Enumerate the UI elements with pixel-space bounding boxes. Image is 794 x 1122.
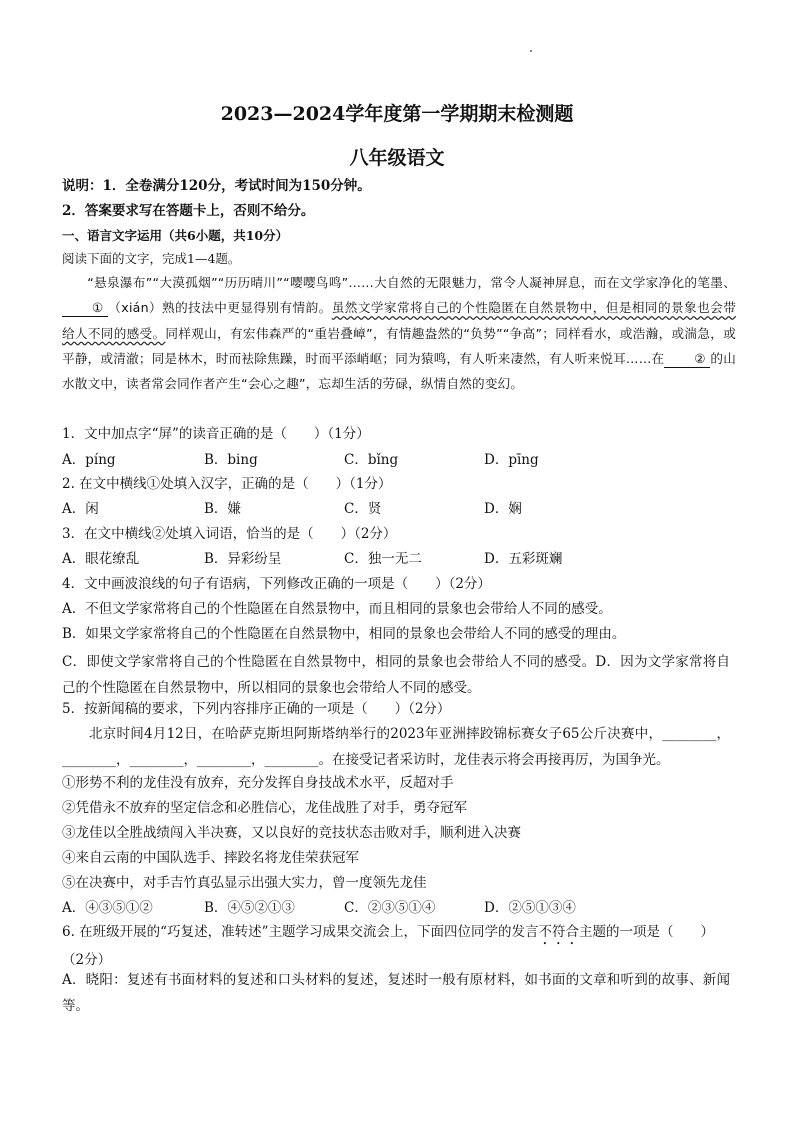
q6-option-a: A．晓阳：复述有书面材料的复述和口头材料的复述，复述时一般有原材料，如书面的文章和听到的故事、新闻等。 <box>62 972 730 1014</box>
passage-part-c: 同样观山，有宏伟森严的“重岩叠嶂”，有情趣盎然的“负势”“争高”；同样看水，或浩瀚，或湍急，或平静，或清澈；同是林木，时而袪除焦躁，时而平添峭岖；同为猿鸣，有人听来凄然，有人听来悦耳……在 <box>62 325 736 366</box>
passage-part-b: （xián）熟的技法中更显得别有情韵。 <box>108 300 332 316</box>
q1-option-c: C．bǐng <box>344 452 399 468</box>
q1-option-a: A．píng <box>62 452 116 468</box>
q2-option-a: A．闲 <box>62 501 99 517</box>
q1-option-b: B．bing <box>204 452 258 468</box>
q5-item-2: ②凭借永不放弃的坚定信念和必胜信心，龙佳战胜了对手，勇夺冠军 <box>62 800 467 816</box>
exam-subtitle: 八年级语文 <box>349 147 445 169</box>
instruction-line-2: 2．答案要求写在答题卡上，否则不给分。 <box>62 203 315 219</box>
q4-option-c-d: C．即使文学家常将自己的个性隐匿在自然景物中，相同的景象也会带给人不同的感受。D．因为文学家常将自己的个性隐匿在自然景物中，所以相同的景象也会带给人不同的感受。 <box>62 654 730 696</box>
q5-item-3: ③龙佳以全胜战绩闯入半决赛，又以良好的竞技状态击败对手，顺利进入决赛 <box>62 825 521 841</box>
q5-item-1: ①形势不利的龙佳没有放弃，充分发挥自身技战术水平，反超对手 <box>62 775 454 791</box>
q2-option-c: C．贤 <box>344 501 382 517</box>
scan-speck <box>530 50 532 52</box>
reading-intro: 阅读下面的文字，完成1—4题。 <box>62 251 241 266</box>
instruction-line-1: 说明：1．全卷满分120分，考试时间为150分钟。 <box>62 178 371 194</box>
q1-stem: 1．文中加点字“屏”的读音正确的是（ ）（1分） <box>62 426 370 442</box>
wavy-underlined-sentence: 虽然文学家常将自己的个性隐匿在自然景物中，但是相同的景象也会带给人不同的感受。 <box>62 300 737 341</box>
q5-item-5: ⑤在决赛中，对手吉竹真弘显示出强大实力，曾一度领先龙佳 <box>62 875 427 891</box>
q6-score: （2分） <box>62 952 112 968</box>
blank-2: ② <box>664 351 710 368</box>
q2-option-d: D．娴 <box>484 501 522 517</box>
q6-stem-b: 主题的一项是（ ） <box>578 924 714 940</box>
q5-option-b: B．④⑤②①③ <box>204 900 295 916</box>
q3-option-a: A．眼花缭乱 <box>62 551 140 567</box>
q3-option-b: B．异彩纷呈 <box>204 551 282 567</box>
q5-stem: 5．按新闻稿的要求，下列内容排序正确的一项是（ ）（2分） <box>62 701 451 717</box>
q3-stem: 3．在文中横线②处填入词语，恰当的是（ ）（2分） <box>62 526 397 542</box>
q1-option-d: D．pīng <box>484 452 539 468</box>
blank-1: ① <box>62 300 108 317</box>
q2-option-b: B．嫌 <box>204 501 241 517</box>
q3-option-c: C．独一无二 <box>344 551 422 567</box>
q5-option-d: D．②⑤①③④ <box>484 900 576 916</box>
q4-option-b: B．如果文学家常将自己的个性隐匿在自然景物中，相同的景象也会带给人不同的感受的理由。 <box>62 626 626 642</box>
reading-passage <box>62 270 736 396</box>
q5-option-c: C．②③⑤①④ <box>344 900 436 916</box>
q5-item-4: ④来自云南的中国队选手、摔跤名将龙佳荣获冠军 <box>62 850 359 866</box>
q5-option-a: A．④③⑤①② <box>62 900 153 916</box>
q4-option-a: A．不但文学家常将自己的个性隐匿在自然景物中，而且相同的景象也会带给人不同的感受。 <box>62 601 612 617</box>
q4-stem: 4．文中画波浪线的句子有语病，下列修改正确的一项是（ ）（2分） <box>62 576 491 592</box>
q6-stem <box>62 920 730 974</box>
q3-option-d: D．五彩斑斓 <box>484 551 563 567</box>
q6-stem-a: 6. 在班级开展的“巧复述，准转述”主题学习成果交流会上，下面四位同学的发言 <box>62 924 539 940</box>
q6-emphasis: 不符合 <box>538 924 579 940</box>
passage-part-a: “悬泉瀑布”“大漠孤烟”“历历晴川”“嘤嘤鸟鸣”……大自然的无限魅力，常令人凝神屏息，而在文学家净化的笔墨、 <box>87 275 736 290</box>
q2-stem: 2. 在文中横线①处填入汉字，正确的是（ ）（1分） <box>62 476 392 492</box>
passage-part-d: 的山水散文中，读者常会同作者产生“会心之趣”，忘却生活的劳碌，纵情自然的变幻。 <box>62 350 736 392</box>
q5-news-passage: 北京时间4月12日，在哈萨克斯坦阿斯塔纳举行的2023年亚洲摔跤锦标赛女子65公斤决赛中，________，________，________，________，________。在接受记者采访时，龙佳表示将会再接再厉，为国争光。 <box>62 726 730 768</box>
section-heading: 一、语言文字运用（共6小题，共10分） <box>62 228 289 243</box>
exam-title: 2023—2024学年度第一学期期末检测题 <box>220 103 574 125</box>
